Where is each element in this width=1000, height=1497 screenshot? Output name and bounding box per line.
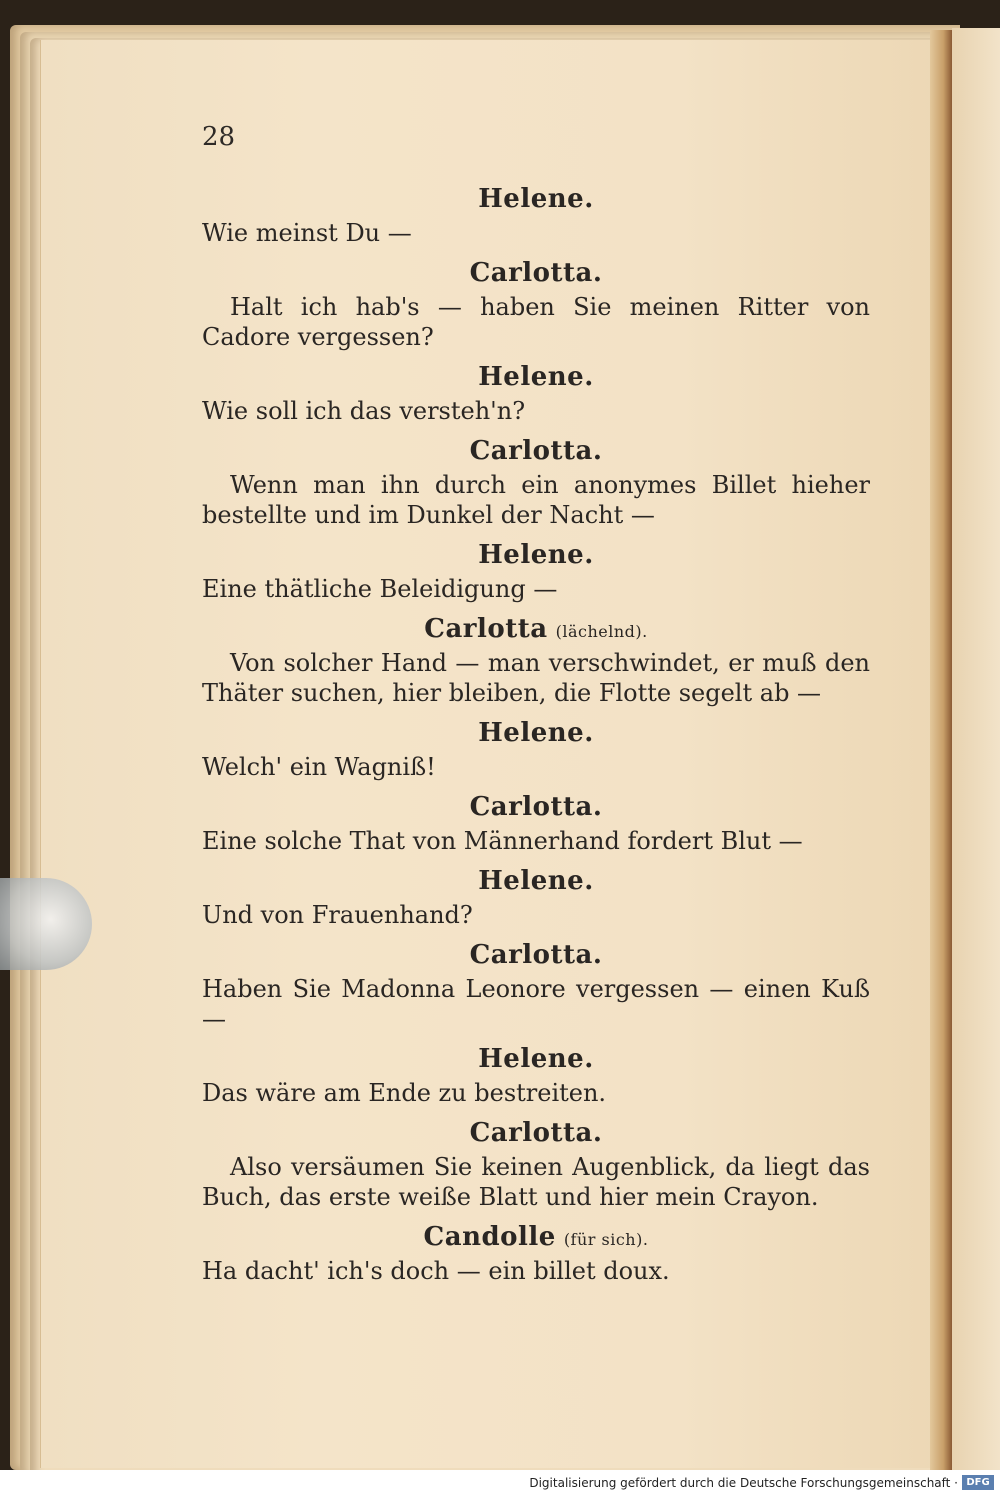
speaker-heading [202, 1218, 870, 1256]
speech-text: Haben Sie Madonna Leonore vergessen — einen Kuß — [202, 975, 870, 1033]
speaker-heading [202, 358, 870, 396]
speech-text: Also versäumen Sie keinen Augenblick, da liegt das Buch, das erste weiße Blatt und hier mein Crayon. [202, 1153, 870, 1211]
speech-text: Halt ich hab's — haben Sie meinen Ritter von Cadore vergessen? [202, 293, 870, 351]
page-number: 28 [202, 122, 236, 152]
speaker-heading [202, 180, 870, 218]
speaker-heading [202, 788, 870, 826]
speaker-name: Helene. [478, 866, 594, 896]
facing-page-edge [952, 28, 1000, 1470]
speaker-name: Helene. [478, 1044, 594, 1074]
page-clip-tab [0, 878, 92, 970]
speech-text: Eine thätliche Beleidigung — [202, 575, 558, 603]
speech-text: Welch' ein Wagniß! [202, 753, 436, 781]
speaker-name: Helene. [478, 540, 594, 570]
funding-credit: Digitalisierung gefördert durch die Deutsche Forschungsgemeinschaft · [529, 1476, 958, 1490]
speaker-heading [202, 536, 870, 574]
speech-text: Wenn man ihn durch ein anonymes Billet hieher bestellte und im Dunkel der Nacht — [202, 471, 870, 529]
speech-text: Das wäre am Ende zu bestreiten. [202, 1079, 607, 1107]
speaker-heading [202, 432, 870, 470]
speaker-name: Helene. [478, 718, 594, 748]
speaker-name: Carlotta. [469, 436, 603, 466]
speaker-name: Carlotta. [469, 940, 603, 970]
speaker-heading [202, 714, 870, 752]
stage-direction: (lächelnd). [555, 622, 648, 641]
stage-direction: (für sich). [563, 1230, 649, 1249]
speech-text: Und von Frauenhand? [202, 901, 473, 929]
speaker-name: Carlotta. [469, 258, 603, 288]
speaker-heading [202, 1040, 870, 1078]
speaker-heading [202, 254, 870, 292]
speaker-heading [202, 610, 870, 648]
speaker-name: Carlotta. [469, 792, 603, 822]
dfg-logo: DFG [962, 1475, 994, 1490]
speaker-heading [202, 936, 870, 974]
speaker-heading [202, 862, 870, 900]
page-gutter-edge [930, 30, 952, 1470]
dialogue-text [202, 180, 870, 1292]
speech-text: Eine solche That von Männerhand fordert Blut — [202, 827, 803, 855]
speaker-name: Helene. [478, 362, 594, 392]
speaker-name: Carlotta [424, 614, 548, 644]
speech-text: Von solcher Hand — man verschwindet, er muß den Thäter suchen, hier bleiben, die Flotte segelt ab — [202, 649, 870, 707]
speech-text: Ha dacht' ich's doch — ein billet doux. [202, 1257, 670, 1285]
speaker-name: Helene. [478, 184, 594, 214]
speaker-heading [202, 1114, 870, 1152]
speaker-name: Carlotta. [469, 1118, 603, 1148]
speech-text: Wie meinst Du — [202, 219, 412, 247]
footer-bar [0, 1470, 1000, 1497]
speech-text: Wie soll ich das versteh'n? [202, 397, 526, 425]
speaker-name: Candolle [423, 1222, 556, 1252]
